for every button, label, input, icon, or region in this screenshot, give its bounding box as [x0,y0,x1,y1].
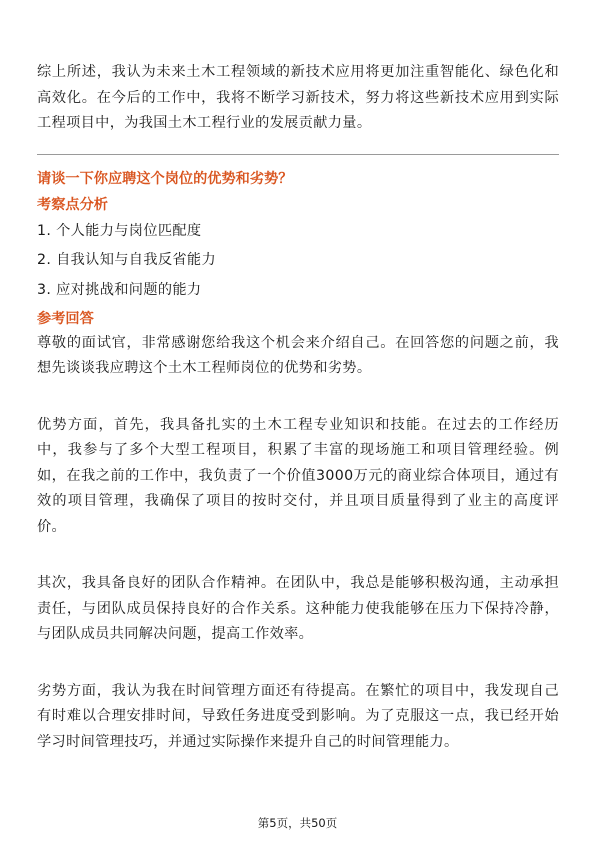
intro-paragraph: 综上所述，我认为未来土木工程领域的新技术应用将更加注重智能化、绿色化和高效化。在今后的工作中，我将不断学习新技术，努力将这些新技术应用到实际工程项目中，为我国土木工程行业的发展贡献力量。 [37,64,559,131]
answer-paragraph: 劣势方面，我认为我在时间管理方面还有待提高。在繁忙的项目中，我发现自己有时难以合理安排时间，导致任务进度受到影响。为了克服这一点，我已经开始学习时间管理技巧，并通过实际操作来提升自己的时间管理能力。 [37,682,559,750]
analysis-point: 3. 应对挑战和问题的能力 [37,281,202,298]
answer-paragraph: 尊敬的面试官，非常感谢您给我这个机会来介绍自己。在回答您的问题之前，我想先谈谈我应聘这个土木工程师岗位的优势和劣势。 [37,334,559,376]
analysis-title: 考察点分析 [37,196,108,213]
analysis-point: 1. 个人能力与岗位匹配度 [37,222,202,239]
answer-paragraph: 其次，我具备良好的团队合作精神。在团队中，我总是能够积极沟通，主动承担责任，与团队成员保持良好的合作关系。这种能力使我能够在压力下保持冷静，与团队成员共同解决问题，提高工作效率。 [37,575,559,642]
document-page [37,60,559,755]
analysis-point: 2. 自我认知与自我反省能力 [37,251,217,268]
answer-title: 参考回答 [37,310,94,327]
section-divider [37,154,559,155]
page-footer: 第5页，共50页 [257,816,338,830]
interview-question: 请谈一下你应聘这个岗位的优势和劣势？ [37,170,293,187]
answer-paragraph: 优势方面，首先，我具备扎实的土木工程专业知识和技能。在过去的工作经历中，我参与了多个大型工程项目，积累了丰富的现场施工和项目管理经验。例如，在我之前的工作中，我负责了一个价值3000万元的商业综合体项目，通过有效的项目管理，我确保了项目的按时交付，并且项目质量得到了业主的高度评价。 [37,416,559,535]
